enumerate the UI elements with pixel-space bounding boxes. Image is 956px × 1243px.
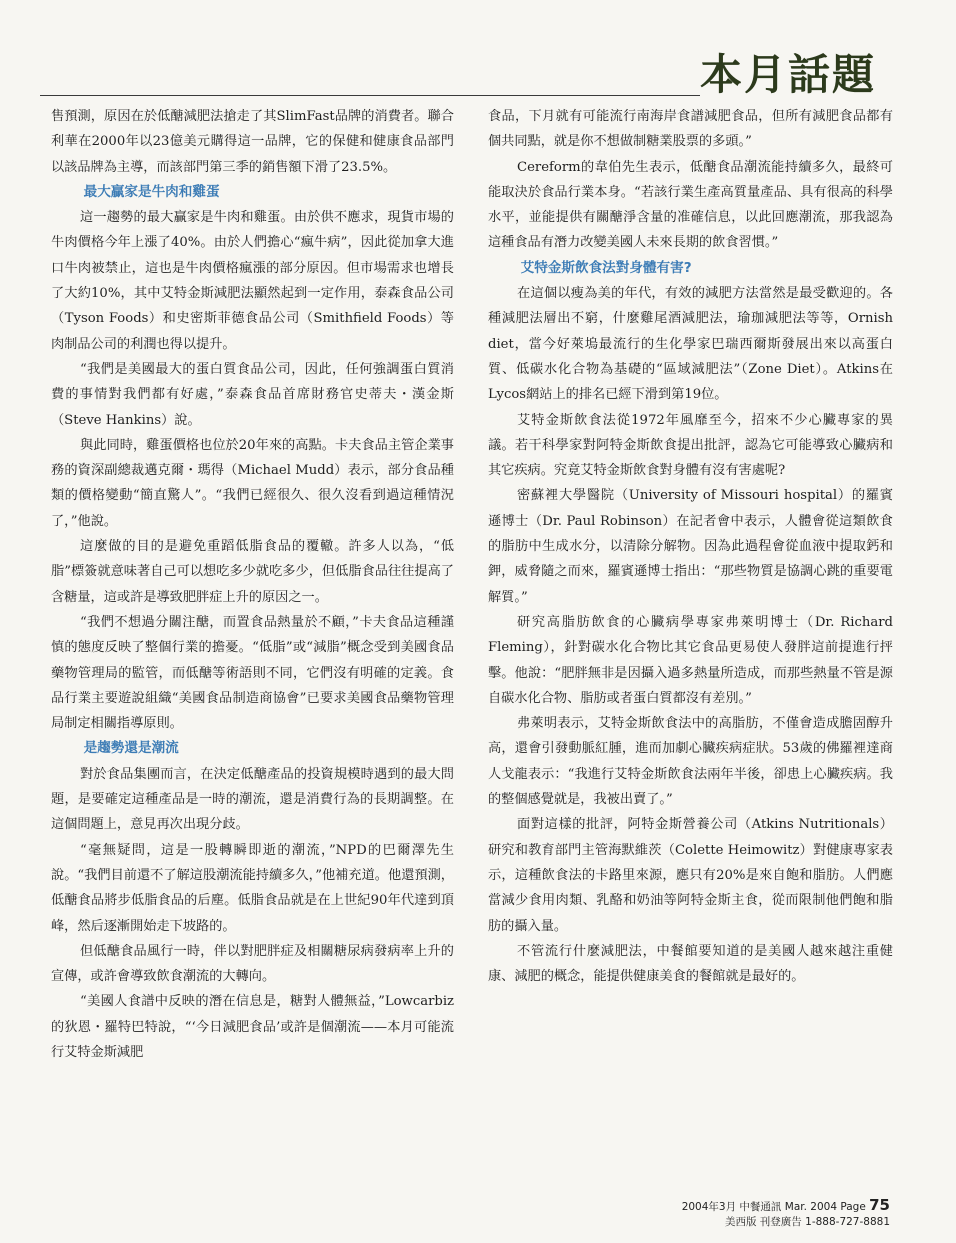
article-left-column [51,104,454,1065]
paragraph: “我們不想過分關注醣，而置食品熱量於不顧，”卡夫食品這種謹慎的態度反映了整個行業的擔憂。“低脂”或“減脂”概念受到美國食品藥物管理局的監管，而低醣等術語則不同，它們沒有明確的定義。食品行業主要遊說組織“美國食品制造商協會”已要求美國食品藥物管理局制定相關指導原則。 [51,614,454,732]
paragraph: 艾特金斯飲食法從1972年風靡至今，招來不少心臟專家的異議。若干科學家對阿特金斯飲食提出批評，認為它可能導致心臟病和其它疾病。究竟艾特金斯飲食對身體有沒有害處呢? [488,412,893,479]
paragraph: 對於食品集團而言，在決定低醣產品的投資規模時遇到的最大問題，是要確定這種產品是一時的潮流，還是消費行為的長期調整。在這個問題上，意見再次出現分歧。 [51,766,454,833]
paragraph: “美國人食譜中反映的潛在信息是，糖對人體無益，”Lowcarbiz的狄恩・羅特巴特說，“‘今日減肥食品’或許是個潮流——本月可能流行艾特金斯減肥 [51,994,454,1060]
footer-page-label: Page [840,1201,866,1213]
paragraph: 密蘇裡大學醫院（University of Missouri hospital）的羅賓遜博士（Dr. Paul Robinson）在記者會中表示，人體會從這類飲食的脂肪中生成水分，以清除分解物。因為此過程會從血液中提取鈣和鉀，威脅隨之而來，羅賓遜博士指出：“那些物質是協調心跳的重要電解質。” [488,488,893,605]
paragraph: 與此同時，雞蛋價格也位於20年來的高點。卡夫食品主管企業事務的資深副總裁邁克爾・瑪得（Michael Mudd）表示，部分食品種類的價格變動“簡直驚人”。“我們已經很久、很久沒看到過這種情況了，”他說。 [51,437,454,529]
footer-issue-line [682,1198,890,1215]
paragraph: 售預測，原因在於低醣減肥法搶走了其SlimFast品牌的消費者。聯合利華在2000年以23億美元購得這一品牌，它的保健和健康食品部門以該品牌為主導，而該部門第三季的銷售額下滑了23.5%。 [51,109,454,175]
paragraph: 但低醣食品風行一時，伴以對肥胖症及相關糖尿病發病率上升的宣傳，或許會導致飲食潮流的大轉向。 [51,943,454,985]
paragraph: 面對這樣的批評，阿特金斯營養公司（Atkins Nutritionals）研究和教育部門主管海默維茨（Colette Heimowitz）對健康專家表示，這種飲食法的卡路里來源，應只有20%是來自飽和脂肪。人們應當減少食用肉類、乳酪和奶油等阿特金斯主食，從而限制他們飽和脂肪的攝入量。 [488,817,893,934]
paragraph: 研究高脂肪飲食的心臟病學專家弗萊明博士（Dr. Richard Fleming），針對碳水化合物比其它食品更易使人發胖這前提進行抨擊。他說：“肥胖無非是因攝入過多熱量所造成，而那些熱量不管是源自碳水化合物、脂肪或者蛋白質都沒有差別。” [488,614,893,706]
header-rule [40,95,700,96]
paragraph: “毫無疑問，這是一股轉瞬即逝的潮流，”NPD的巴爾澤先生說。“我們目前還不了解這股潮流能持續多久，”他補充道。他還預測，低醣食品將步低脂食品的后塵。低脂食品就是在上世紀90年代達到頂峰，然后逐漸開始走下坡路的。 [51,842,454,934]
paragraph: Cereform的韋伯先生表示，低醣食品潮流能持續多久，最終可能取決於食品行業本身。“若該行業生產高質量產品、具有很高的科學水平，並能提供有關醣淨含量的准確信息，以此回應潮流，那我認為這種食品有潛力改變美國人未來長期的飲食習慣。” [488,159,893,251]
paragraph: 這麼做的目的是避免重蹈低脂食品的覆轍。許多人以為，“低脂”標簽就意味著自己可以想吃多少就吃多少，但低脂食品往往提高了含糖量，這或許是導致肥胖症上升的原因之一。 [51,539,454,605]
page-number: 75 [869,1196,890,1214]
paragraph: 食品，下月就有可能流行南海岸食譜減肥食品，但所有減肥食品都有個共同點，就是你不想做制糖業股票的多頭。” [488,109,893,150]
paragraph: 在這個以瘦為美的年代，有效的減肥方法當然是最受歡迎的。各種減肥法層出不窮，什麼雞尾酒減肥法，瑜珈減肥法等等，Ornish diet，當今好萊塢最流行的生化學家巴瑞西爾斯發展出來以高蛋白質、低碳水化合物為基礎的“區域減肥法”（Zone Diet）。Atkins在Lycos網站上的排名已經下滑到第19位。 [488,286,893,403]
subheading: 最大贏家是牛肉和雞蛋 [83,183,220,200]
article-right-column [488,104,893,989]
subheading: 艾特金斯飲食法對身體有害? [520,259,692,276]
paragraph: 這一趨勢的最大贏家是牛肉和雞蛋。由於供不應求，現貨市場的牛肉價格今年上漲了40%。由於人們擔心“瘋牛病”，因此從加拿大進口牛肉被禁止，這也是牛肉價格瘋漲的部分原因。但市場需求也增長了大約10%，其中艾特金斯減肥法顯然起到一定作用，泰森食品公司（Tyson Foods）和史密斯菲德食品公司（Smithfield Foods）等肉制品公司的利潤也得以提升。 [51,210,454,352]
paragraph: 弗萊明表示，艾特金斯飲食法中的高脂肪，不僅會造成膽固醇升高，還會引發動脈紅腫，進而加劇心臟疾病症狀。53歲的佛羅裡達商人戈龍表示：“我進行艾特金斯飲食法兩年半後，卻患上心臟疾病。我的整個感覺就是，我被出賣了。” [488,716,893,808]
footer-issue: 2004年3月 中餐通訊 Mar. 2004 [681,1201,838,1213]
paragraph: 不管流行什麼減肥法，中餐館要知道的是美國人越來越注重健康、減肥的概念，能提供健康美食的餐館就是最好的。 [488,943,893,985]
footer-edition: 美西版 刊登廣告 1-888-727-8881 [724,1216,890,1228]
page-footer [682,1198,890,1230]
section-title: 本月話題 [700,50,877,99]
subheading: 是趨勢還是潮流 [83,740,179,757]
paragraph: “我們是美國最大的蛋白質食品公司，因此，任何強調蛋白質消費的事情對我們都有好處，”泰森食品首席財務官史蒂夫・漢金斯（Steve Hankins）說。 [51,361,454,428]
